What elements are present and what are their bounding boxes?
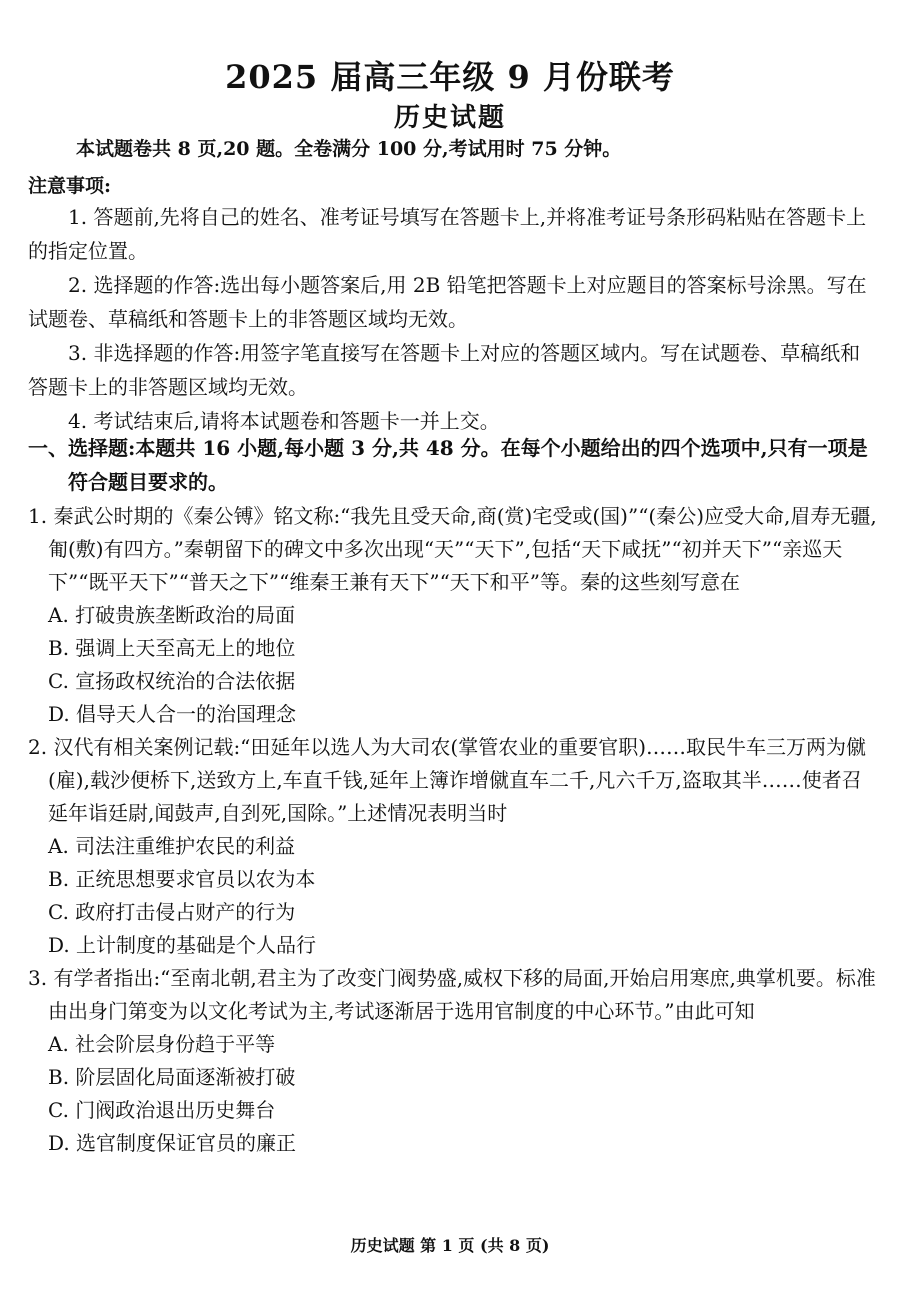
exam-intro: 本试题卷共 8 页,20 题。全卷满分 100 分,考试用时 75 分钟。 bbox=[76, 138, 622, 160]
question-stem: 3. 有学者指出:“至南北朝,君主为了改变门阀势盛,威权下移的局面,开始启用寒庶,典掌机要。标准由出身门第变为以文化考试为主,考试逐渐居于选用官制度的中心环节。”由此可知 bbox=[28, 966, 876, 1023]
question-stem: 2. 汉代有相关案例记载:“田延年以选人为大司农(掌管农业的重要官职)……取民牛车三万两为僦(雇),载沙便桥下,送致方上,车直千钱,延年上簿诈增僦直车二千,凡六千万,盗取其半……使者召延年诣廷尉,闻鼓声,自刭死,国除。”上述情况表明当时 bbox=[28, 735, 867, 825]
question-2 bbox=[28, 731, 880, 962]
question-list bbox=[28, 500, 880, 1160]
question-3 bbox=[28, 962, 880, 1160]
option-b: B. 正统思想要求官员以农为本 bbox=[48, 867, 316, 891]
page-footer: 历史试题 第 1 页 (共 8 页) bbox=[350, 1236, 550, 1255]
option-a: A. 打破贵族垄断政治的局面 bbox=[48, 603, 296, 627]
option-c: C. 宣扬政权统治的合法依据 bbox=[48, 669, 296, 693]
option-d: D. 上计制度的基础是个人品行 bbox=[48, 933, 317, 957]
option-a: A. 司法注重维护农民的利益 bbox=[48, 834, 296, 858]
section-heading: 一、选择题:本题共 16 小题,每小题 3 分,共 48 分。在每个小题给出的四个选项中,只有一项是符合题目要求的。 bbox=[28, 436, 868, 494]
question-1 bbox=[28, 500, 880, 731]
option-b: B. 强调上天至高无上的地位 bbox=[48, 636, 296, 660]
exam-title: 2025 届高三年级 9 月份联考 bbox=[225, 58, 675, 96]
notice-list bbox=[28, 200, 880, 438]
exam-subject: 历史试题 bbox=[393, 103, 506, 133]
option-d: D. 选官制度保证官员的廉正 bbox=[48, 1131, 297, 1155]
notice-item: 4. 考试结束后,请将本试题卷和答题卡一并上交。 bbox=[68, 409, 500, 433]
notice-heading: 注意事项: bbox=[28, 175, 112, 197]
notice-item: 3. 非选择题的作答:用签字笔直接写在答题卡上对应的答题区域内。写在试题卷、草稿纸和答题卡上的非答题区域均无效。 bbox=[28, 341, 861, 399]
option-b: B. 阶层固化局面逐渐被打破 bbox=[48, 1065, 296, 1089]
question-stem: 1. 秦武公时期的《秦公镈》铭文称:“我先且受天命,商(赏)宅受或(国)”“(秦公)应受大命,眉寿无疆,匍(敷)有四方。”秦朝留下的碑文中多次出现“天”“天下”,包括“天下咸抚”“初并天下”“亲巡天下”“既平天下”“普天之下”“维秦王兼有天下”“天下和平”等。秦的这些刻写意在 bbox=[28, 504, 877, 594]
option-d: D. 倡导天人合一的治国理念 bbox=[48, 702, 297, 726]
notice-item: 1. 答题前,先将自己的姓名、准考证号填写在答题卡上,并将准考证号条形码粘贴在答题卡上的指定位置。 bbox=[28, 205, 867, 263]
notice-item: 2. 选择题的作答:选出每小题答案后,用 2B 铅笔把答题卡上对应题目的答案标号涂黑。写在试题卷、草稿纸和答题卡上的非答题区域均无效。 bbox=[28, 273, 867, 331]
option-a: A. 社会阶层身份趋于平等 bbox=[48, 1032, 276, 1056]
option-c: C. 政府打击侵占财产的行为 bbox=[48, 900, 296, 924]
option-c: C. 门阀政治退出历史舞台 bbox=[48, 1098, 276, 1122]
